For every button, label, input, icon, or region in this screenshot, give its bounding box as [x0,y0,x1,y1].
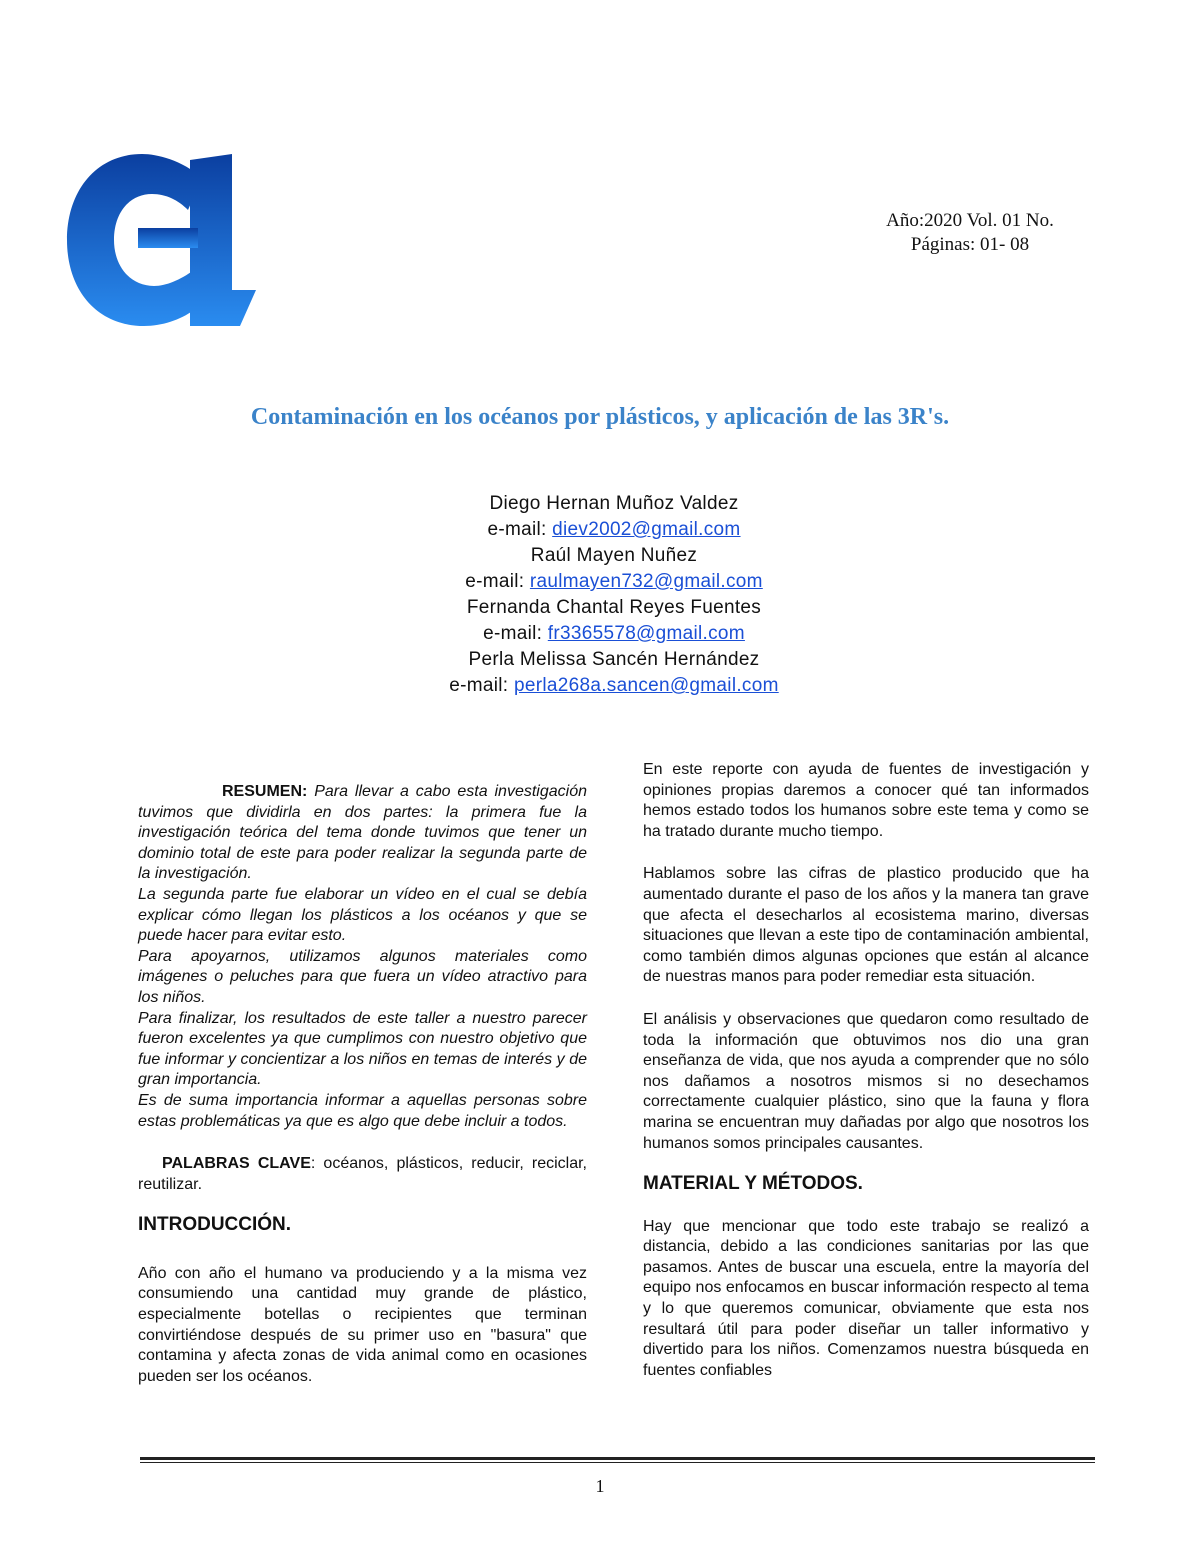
email-label: e-mail: [465,571,530,592]
abstract-p5: Es de suma importancia informar a aquellas personas sobre estas problemáticas ya que es algo que debe incluir a todos. [138,1091,587,1130]
intro-p1: Año con año el humano va produciendo y a la misma vez consumiendo una cantidad muy grande de plástico, especialmente botellas o recipientes que terminan convirtiéndose después de su primer uso en "basura" que contamina y afecta zonas de vida animal como en ocasiones pueden ser los océanos. [138,1264,587,1385]
keywords [138,1154,587,1195]
author-name: Perla Melissa Sancén Hernández [468,649,760,670]
right-column [643,760,1089,1381]
right-p1: En este reporte con ayuda de fuentes de investigación y opiniones propias daremos a conocer qué tan informados hemos estado todos los humanos sobre este tema y como se ha tratado durante mucho tiempo. [643,761,1089,840]
author-name: Diego Hernan Muñoz Valdez [489,493,739,514]
author-email-link[interactable]: raulmayen732@gmail.com [529,571,763,592]
right-p4: Hay que mencionar que todo este trabajo se realizó a distancia, debido a las condiciones sanitarias por las que pasamos. Antes de buscar una escuela, entre la mayoría del equipo nos enfocamos en buscar información respecto al tema y lo que queremos comunicar, obviamente que esta nos resultará útil para poder diseñar un taller informativo y divertido para los niños. Comenzamos nuestra búsqueda en fuentes confiables [643,1217,1089,1379]
author-email-link[interactable]: perla268a.sancen@gmail.com [513,675,779,696]
keywords-text: : océanos, plásticos, reducir, reciclar, reutilizar. [138,1155,587,1193]
keywords-label: PALABRAS CLAVE [162,1155,311,1173]
year-volume: Año:2020 Vol. 01 No. [886,210,1054,231]
abstract-label: RESUMEN: [222,783,308,800]
author-list [300,491,928,699]
cl-journal-logo-icon [62,150,262,330]
abstract-p1: Para llevar a cabo esta investigación tuvimos que dividirla en dos partes: la primera fue la investigación teórica del tema donde tuvimos que tener un dominio total de este para poder realizar la segunda parte de la investigación. [138,783,588,883]
paper-title: Contaminación en los océanos por plásticos, y aplicación de las 3R's. [250,404,950,430]
abstract [138,782,587,885]
right-p3: El análisis y observaciones que quedaron como resultado de toda la información que obtuvimos nos dio una gran enseñanza de vida, que nos ayuda a comprender que no sólo nos dañamos a nosotros mismos si no desechamos correctamente cualquier plástico, sino que la fauna y flora marina se encuentran muy dañadas por algo que nosotros los humanos somos principales causantes. [643,1010,1089,1152]
abstract-p3: Para apoyarnos, utilizamos algunos materiales como imágenes o peluches para que fuera un vídeo atractivo para los niños. [138,947,587,1006]
publication-meta [840,209,1100,257]
email-label: e-mail: [487,519,553,540]
author-email-line [300,673,928,699]
abstract-p4: Para finalizar, los resultados de este taller a nuestro parecer fueron excelentes ya que cumplimos con nuestro objetivo que fue informar y concientizar a los niños en temas de interés y de gran importancia. [138,1009,587,1089]
author-email-link[interactable]: diev2002@gmail.com [552,519,741,540]
email-label: e-mail: [483,623,548,644]
author-name: Fernanda Chantal Reyes Fuentes [466,597,762,618]
pages: Páginas: 01- 08 [910,234,1030,255]
intro-heading: INTRODUCCIÓN. [138,1214,292,1236]
right-p2: Hablamos sobre las cifras de plastico producido que ha aumentado durante el paso de los años y la manera tan grave que afecta el desecharlos al ecosistema marino, diversas situaciones que llevan a este tipo de contaminación ambiental, como también dimos algunas opciones que están al alcance de nuestras manos para poder remediar esta situación. [643,865,1089,986]
author-name: Raúl Mayen Nuñez [530,545,698,566]
author-email-line [300,621,928,647]
left-column [138,782,587,1387]
abstract-p2: La segunda parte fue elaborar un vídeo en el cual se debía explicar cómo llegan los plásticos a los océanos y que se puede hacer para evitar esto. [138,885,587,945]
methods-heading: MATERIAL Y MÉTODOS. [643,1173,863,1195]
email-label: e-mail: [449,675,514,696]
author-email-line [300,569,928,595]
page-number: 1 [595,1476,605,1496]
footer-rule [140,1457,1095,1460]
author-email-line [300,517,928,543]
author-email-link[interactable]: fr3365578@gmail.com [547,623,745,644]
footer-rule-thin [140,1462,1095,1463]
